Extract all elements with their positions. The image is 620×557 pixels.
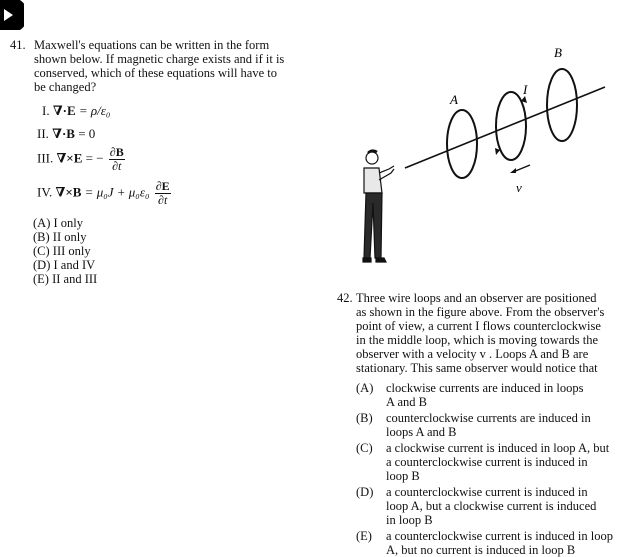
answer-choices (356, 381, 618, 557)
choice-b[interactable]: (B) counterclockwise currents are induced in loops A and B (356, 411, 591, 439)
answer-choices (33, 216, 97, 286)
stem-line: observer with a velocity v . Loops A and B are (356, 347, 589, 361)
equation-IV: IV. ∇×B = μ₀J + μ₀ε₀ $\frac{\partial E}{\partial t}$ (37, 179, 170, 207)
stem-line: conserved, which of these equations will have to (34, 66, 277, 80)
choice-a[interactable]: (A) I only (33, 216, 83, 230)
equation-III: III. ∇×E = − $\frac{\partial B}{\partial t}$ (37, 145, 124, 173)
loops-figure (340, 40, 610, 275)
stem-line: Maxwell's equations can be written in the form (34, 38, 270, 52)
label-b: B (554, 45, 562, 60)
label-velocity: v (516, 180, 522, 195)
stem-line: shown below. If magnetic charge exists and if it is (34, 52, 285, 66)
label-a: A (450, 92, 458, 107)
choice-c[interactable]: (C) III only (33, 244, 91, 258)
choice-a[interactable]: (A) clockwise currents are induced in loops A and B (356, 381, 584, 409)
choice-d[interactable]: (D) I and IV (33, 258, 96, 272)
choice-e[interactable]: (E) II and III (33, 272, 98, 286)
choice-d[interactable]: (D) a counterclockwise current is induced in loop A, but a clockwise current is induced in loop B (356, 485, 597, 527)
stem-line: be changed? (34, 80, 97, 94)
question-42-stem (356, 291, 618, 375)
choice-e[interactable]: (E) a counterclockwise current is induced in loop A, but no current is induced in loop B (356, 529, 614, 557)
label-current: I (523, 82, 528, 97)
equation-II: II. ∇·B = 0 (37, 126, 96, 141)
stem-line: in the middle loop, which is moving towards the (356, 333, 598, 347)
velocity-arrowhead-icon (510, 168, 516, 173)
loop-a (447, 110, 477, 178)
fraction: $\frac{\partial E}{\partial t}$ (155, 179, 170, 207)
corner-play-icon (0, 0, 24, 30)
equation-I: I. ∇·E = ρ/ε₀ (42, 103, 111, 118)
question-stem (34, 38, 314, 94)
fraction: $\frac{\partial B}{\partial t}$ (109, 145, 124, 173)
stem-line: point of view, a current I flows counterclockwise (356, 319, 601, 333)
choice-c[interactable]: (C) a clockwise current is induced in loop A, but a counterclockwise current is induced in loop B (356, 441, 610, 483)
stem-line: as shown in the figure above. From the observer's (356, 305, 605, 319)
observer-figure (363, 151, 394, 262)
choice-b[interactable]: (B) II only (33, 230, 87, 244)
stem-line: Three wire loops and an observer are positioned (356, 291, 597, 305)
question-number: 41. (10, 38, 26, 52)
stem-line: stationary. This same observer would notice that (356, 361, 598, 375)
question-number: 42. (337, 291, 353, 305)
loop-middle (496, 92, 526, 160)
